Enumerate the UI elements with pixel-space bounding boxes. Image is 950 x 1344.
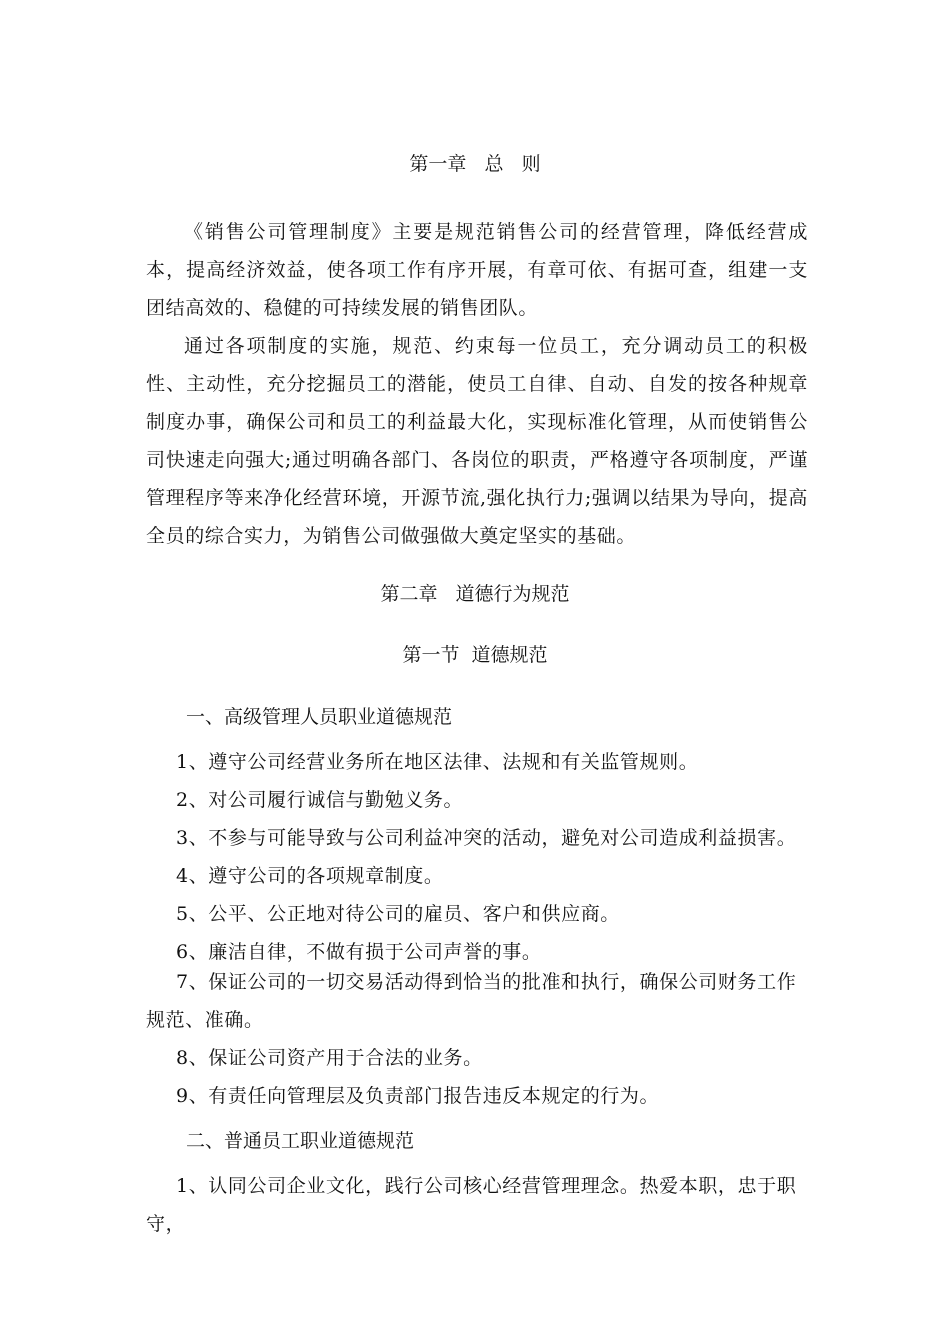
list-item: 1、认同公司企业文化，践行公司核心经营管理理念。热爱本职，忠于职守， <box>146 1175 797 1235</box>
list-item: 3、不参与可能导致与公司利益冲突的活动，避免对公司造成利益损害。 <box>176 827 797 849</box>
list-item: 5、公平、公正地对待公司的雇员、客户和供应商。 <box>176 903 620 925</box>
list-item: 7、保证公司的一切交易活动得到恰当的批准和执行，确保公司财务工作规范、准确。 <box>146 971 797 1031</box>
chapter2-title: 第二章 道德行为规范 <box>380 583 570 605</box>
section1-title: 第一节 道德规范 <box>402 644 548 666</box>
list-item: 6、廉洁自律，不做有损于公司声誉的事。 <box>176 941 542 963</box>
list-item: 9、有责任向管理层及负责部门报告违反本规定的行为。 <box>176 1085 660 1107</box>
list-item: 8、保证公司资产用于合法的业务。 <box>176 1047 483 1069</box>
chapter1-paragraph-1: 《销售公司管理制度》主要是规范销售公司的经营管理，降低经营成本，提高经济效益，使各项工作有序开展，有章可依、有据可查，组建一支团结高效的、稳健的可持续发展的销售团队。 <box>146 221 808 319</box>
list-item: 4、遵守公司的各项规章制度。 <box>176 865 444 887</box>
list-item: 2、对公司履行诚信与勤勉义务。 <box>176 789 464 811</box>
heading-regular-staff: 二、普通员工职业道德规范 <box>186 1130 415 1152</box>
chapter1-title: 第一章 总 则 <box>409 153 541 175</box>
heading-senior-management: 一、高级管理人员职业道德规范 <box>186 706 453 728</box>
chapter1-paragraph-2: 通过各项制度的实施，规范、约束每一位员工，充分调动员工的积极性、主动性，充分挖掘员工的潜能，使员工自律、自动、自发的按各种规章制度办事，确保公司和员工的利益最大化，实现标准化管理，从而使销售公司快速走向强大;通过明确各部门、各岗位的职责，严格遵守各项制度，严谨管理程序等来净化经营环境，开源节流,强化执行力;强调以结果为导向，提高全员的综合实力，为销售公司做强做大奠定坚实的基础。 <box>146 335 808 547</box>
list-item: 1、遵守公司经营业务所在地区法律、法规和有关监管规则。 <box>176 751 699 773</box>
